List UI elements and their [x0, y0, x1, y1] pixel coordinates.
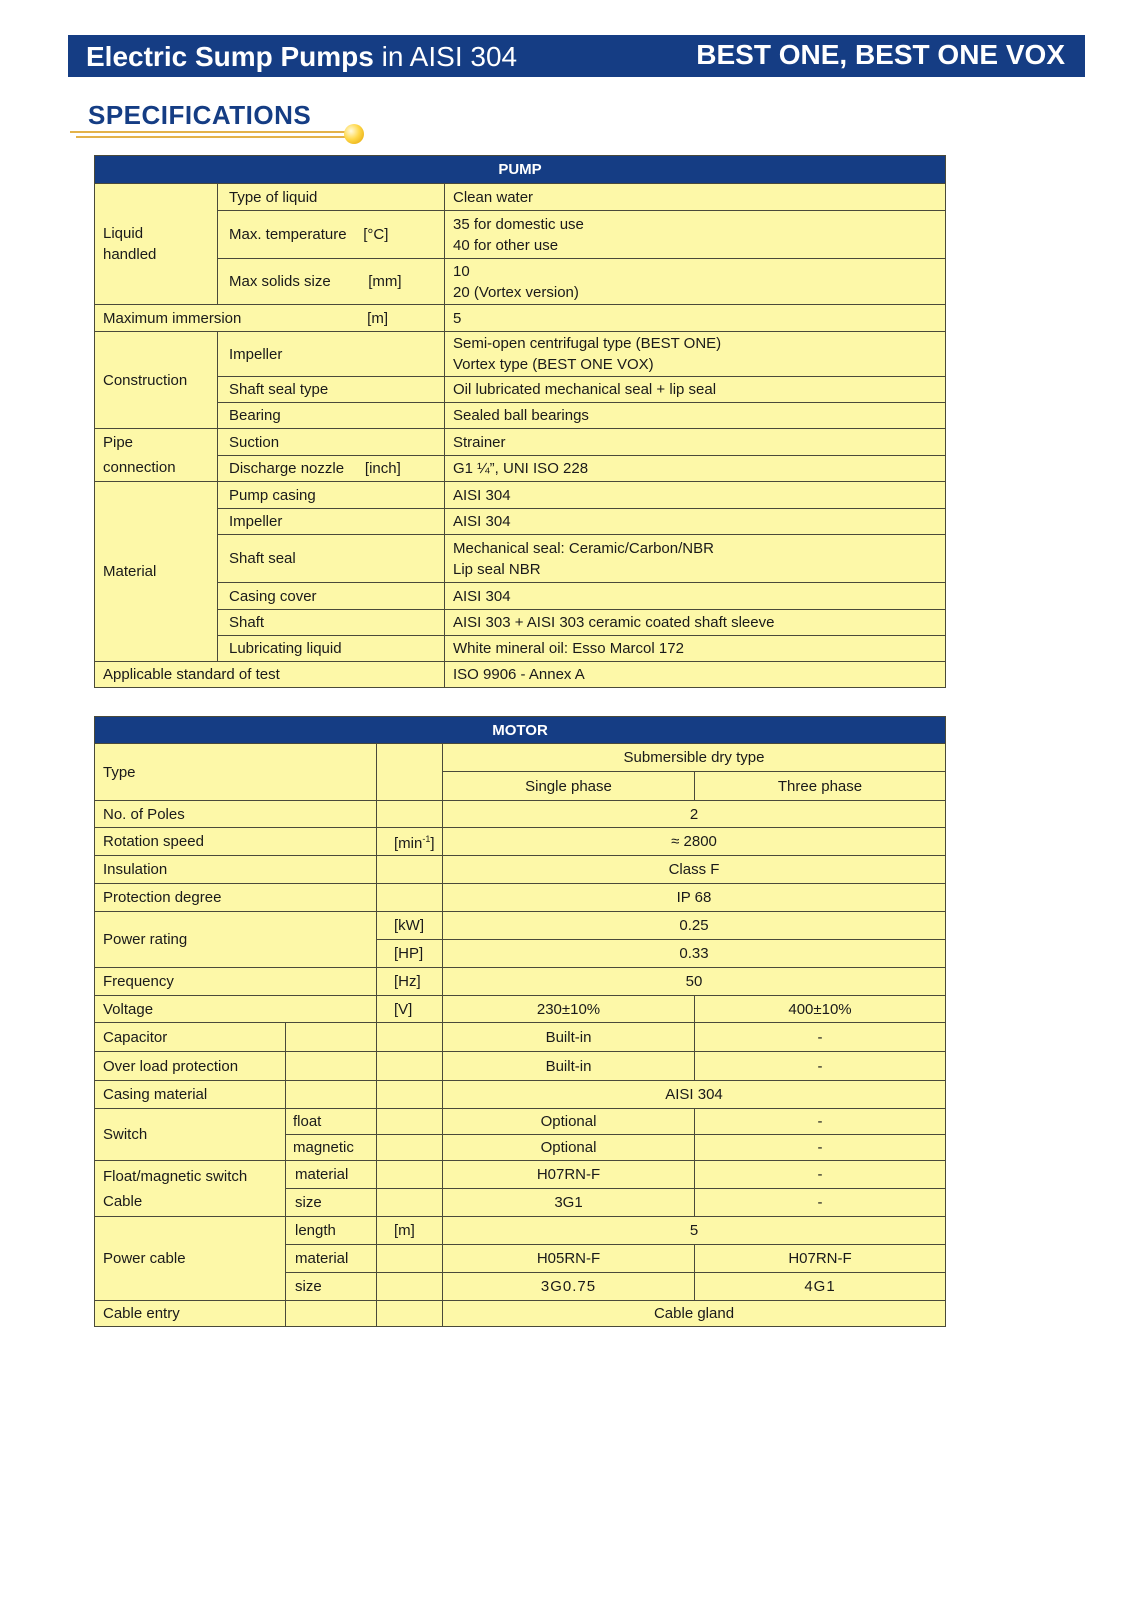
suction-value: Strainer	[445, 429, 946, 456]
cable-entry-sub	[286, 1301, 377, 1327]
switch-cable-material-unit	[377, 1161, 443, 1189]
lubricating-liquid-value: White mineral oil: Esso Marcol 172	[445, 636, 946, 662]
protection-degree-unit	[377, 884, 443, 912]
capacitor-single-value: Built-in	[443, 1023, 695, 1052]
impeller-label: Impeller	[218, 332, 445, 377]
insulation-value: Class F	[443, 856, 946, 884]
overload-label: Over load protection	[95, 1052, 286, 1081]
rotation-speed-unit: $[\min^{-1}]$	[377, 828, 443, 856]
cable-entry-unit	[377, 1301, 443, 1327]
title-underline	[70, 131, 350, 133]
pump-table	[94, 155, 946, 688]
poles-value: 2	[443, 801, 946, 828]
power-cable-size-label: size	[286, 1273, 377, 1301]
power-kw-unit: [kW]	[377, 912, 443, 940]
document-title: Electric Sump Pumps in AISI 304	[86, 41, 518, 72]
applicable-standard-value: ISO 9906 - Annex A	[445, 662, 946, 688]
rotation-speed-label: Rotation speed	[95, 828, 377, 856]
title-underline	[76, 136, 350, 138]
power-cable-length-label: length	[286, 1217, 377, 1245]
maximum-immersion-value: 5	[445, 305, 946, 332]
impeller-material-value: AISI 304	[445, 509, 946, 535]
switch-cable-material-single: H07RN-F	[443, 1161, 695, 1189]
type-of-liquid-label: Type of liquid	[218, 184, 445, 211]
casing-cover-value: AISI 304	[445, 583, 946, 610]
overload-three-value: -	[695, 1052, 946, 1081]
power-cable-size-unit	[377, 1273, 443, 1301]
shaft-seal-value: Mechanical seal: Ceramic/Carbon/NBR Lip seal NBR	[445, 535, 946, 583]
page-header	[68, 35, 1085, 77]
applicable-standard-label: Applicable standard of test	[95, 662, 445, 688]
capacitor-unit	[377, 1023, 443, 1052]
bearing-value: Sealed ball bearings	[445, 403, 946, 429]
power-cable-material-unit	[377, 1245, 443, 1273]
max-solids-value: 10 20 (Vortex version)	[445, 259, 946, 305]
poles-label: No. of Poles	[95, 801, 377, 828]
impeller-value: Semi-open centrifugal type (BEST ONE) Vortex type (BEST ONE VOX)	[445, 332, 946, 377]
pipe-connection-label: Pipe connection	[95, 429, 218, 482]
insulation-label: Insulation	[95, 856, 377, 884]
switch-label: Switch	[95, 1109, 286, 1161]
power-hp-unit: [HP]	[377, 940, 443, 968]
power-cable-size-three: 4G1	[695, 1273, 946, 1301]
single-phase-header: Single phase	[443, 772, 695, 801]
power-cable-size-single: 3G0.75	[443, 1273, 695, 1301]
max-temperature-label: Max. temperature [°C]	[218, 211, 445, 259]
voltage-unit: [V]	[377, 996, 443, 1023]
section-title: SPECIFICATIONS	[88, 100, 312, 130]
frequency-unit: [Hz]	[377, 968, 443, 996]
capacitor-sub	[286, 1023, 377, 1052]
model-names: BEST ONE, BEST ONE VOX	[696, 39, 1065, 70]
motor-table	[94, 716, 946, 1327]
impeller-material-label: Impeller	[218, 509, 445, 535]
casing-material-unit	[377, 1081, 443, 1109]
motor-table-title: MOTOR	[95, 717, 946, 744]
power-cable-length-value: 5	[443, 1217, 946, 1245]
cable-entry-value: Cable gland	[443, 1301, 946, 1327]
switch-magnetic-three: -	[695, 1135, 946, 1161]
shaft-seal-type-value: Oil lubricated mechanical seal + lip seal	[445, 377, 946, 403]
type-value: Submersible dry type	[443, 744, 946, 772]
switch-cable-size-label: size	[286, 1189, 377, 1217]
voltage-label: Voltage	[95, 996, 377, 1023]
max-solids-label: Max solids size [mm]	[218, 259, 445, 305]
power-hp-value: 0.33	[443, 940, 946, 968]
switch-magnetic-label: magnetic	[286, 1135, 377, 1161]
pump-casing-label: Pump casing	[218, 482, 445, 509]
protection-degree-value: IP 68	[443, 884, 946, 912]
capacitor-label: Capacitor	[95, 1023, 286, 1052]
frequency-label: Frequency	[95, 968, 377, 996]
suction-label: Suction	[218, 429, 445, 456]
switch-cable-material-three: -	[695, 1161, 946, 1189]
switch-float-single: Optional	[443, 1109, 695, 1135]
overload-sub	[286, 1052, 377, 1081]
lubricating-liquid-label: Lubricating liquid	[218, 636, 445, 662]
maximum-immersion-label: Maximum immersion [m]	[95, 305, 445, 332]
material-label: Material	[95, 482, 218, 662]
three-phase-header: Three phase	[695, 772, 946, 801]
insulation-unit	[377, 856, 443, 884]
discharge-nozzle-label: Discharge nozzle [inch]	[218, 456, 445, 482]
switch-magnetic-single: Optional	[443, 1135, 695, 1161]
power-rating-label: Power rating	[95, 912, 377, 968]
switch-float-unit	[377, 1109, 443, 1135]
frequency-value: 50	[443, 968, 946, 996]
overload-unit	[377, 1052, 443, 1081]
protection-degree-label: Protection degree	[95, 884, 377, 912]
power-cable-material-three: H07RN-F	[695, 1245, 946, 1273]
casing-cover-label: Casing cover	[218, 583, 445, 610]
shaft-value: AISI 303 + AISI 303 ceramic coated shaft sleeve	[445, 610, 946, 636]
switch-cable-material-label: material	[286, 1161, 377, 1189]
type-unit	[377, 744, 443, 801]
bearing-label: Bearing	[218, 403, 445, 429]
decorative-ball	[344, 124, 364, 144]
power-kw-value: 0.25	[443, 912, 946, 940]
overload-single-value: Built-in	[443, 1052, 695, 1081]
power-cable-material-single: H05RN-F	[443, 1245, 695, 1273]
pump-casing-value: AISI 304	[445, 482, 946, 509]
construction-label: Construction	[95, 332, 218, 429]
cable-entry-label: Cable entry	[95, 1301, 286, 1327]
power-cable-length-unit: [m]	[377, 1217, 443, 1245]
voltage-three-value: 400±10%	[695, 996, 946, 1023]
rotation-speed-value: ≈ 2800	[443, 828, 946, 856]
shaft-seal-type-label: Shaft seal type	[218, 377, 445, 403]
switch-cable-label: Float/magnetic switch Cable	[95, 1161, 286, 1217]
pump-table-title: PUMP	[95, 156, 946, 184]
discharge-nozzle-value: G1 ¼”, UNI ISO 228	[445, 456, 946, 482]
type-label: Type	[95, 744, 377, 801]
capacitor-three-value: -	[695, 1023, 946, 1052]
power-cable-label: Power cable	[95, 1217, 286, 1301]
max-temperature-value: 35 for domestic use 40 for other use	[445, 211, 946, 259]
casing-material-value: AISI 304	[443, 1081, 946, 1109]
switch-cable-size-unit	[377, 1189, 443, 1217]
power-cable-material-label: material	[286, 1245, 377, 1273]
switch-cable-size-single: 3G1	[443, 1189, 695, 1217]
poles-unit	[377, 801, 443, 828]
shaft-seal-label: Shaft seal	[218, 535, 445, 583]
casing-material-label: Casing material	[95, 1081, 286, 1109]
liquid-handled-label: Liquid handled	[95, 184, 218, 305]
switch-float-three: -	[695, 1109, 946, 1135]
voltage-single-value: 230±10%	[443, 996, 695, 1023]
switch-magnetic-unit	[377, 1135, 443, 1161]
shaft-label: Shaft	[218, 610, 445, 636]
casing-material-sub	[286, 1081, 377, 1109]
switch-cable-size-three: -	[695, 1189, 946, 1217]
type-of-liquid-value: Clean water	[445, 184, 946, 211]
switch-float-label: float	[286, 1109, 377, 1135]
